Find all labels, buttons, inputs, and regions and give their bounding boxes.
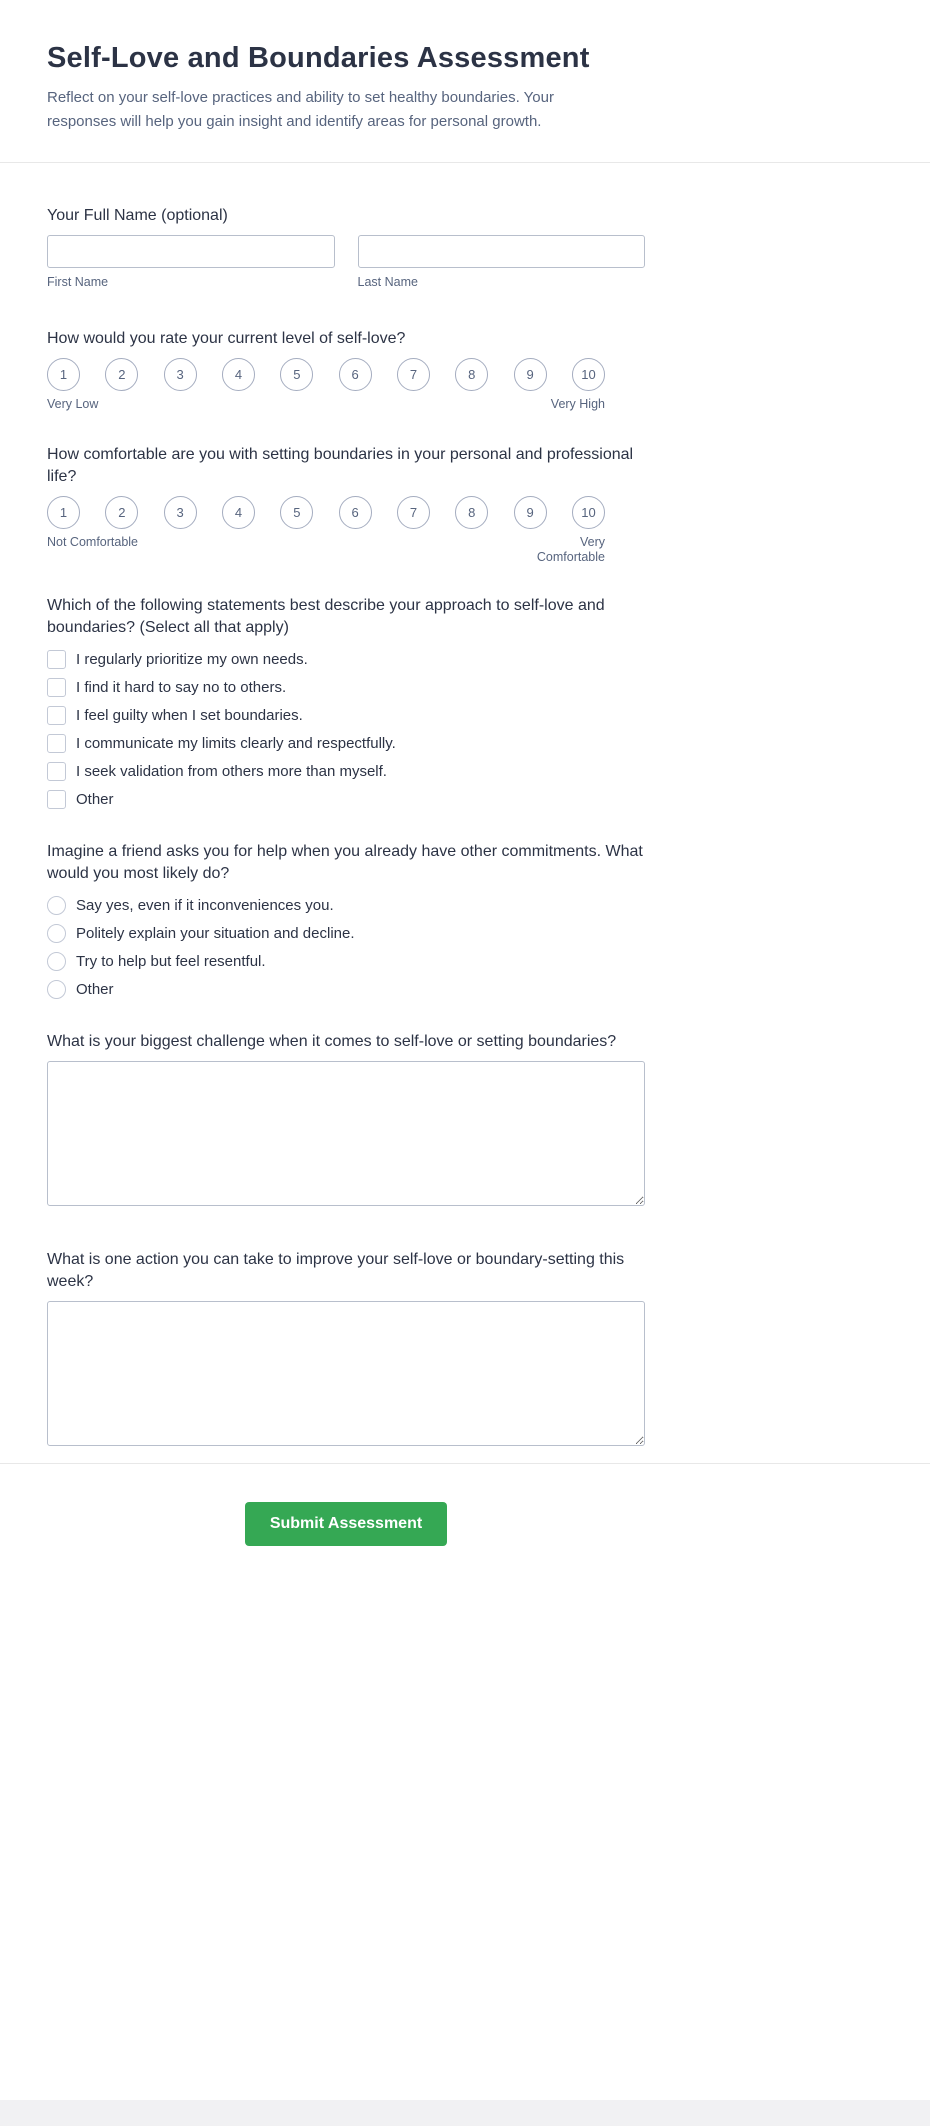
scale-sublabels (47, 535, 605, 565)
checkbox-option[interactable] (47, 673, 645, 701)
challenge-textarea[interactable] (47, 1061, 645, 1206)
scale-right-label: Very Comfortable (536, 535, 605, 564)
scale-sublabels (47, 397, 605, 412)
checkbox-label: I find it hard to say no to others. (76, 678, 287, 696)
first-name-sublabel: First Name (47, 275, 109, 289)
checkbox-label: I communicate my limits clearly and respectfully. (76, 734, 396, 752)
scale-option-2[interactable]: 2 (105, 496, 138, 529)
checkbox-input[interactable] (47, 734, 66, 753)
checkbox-option-other[interactable] (47, 785, 645, 813)
question-label: How comfortable are you with setting boundaries in your personal and professional life? (47, 446, 634, 485)
question-action (47, 1249, 645, 1451)
action-textarea[interactable] (47, 1301, 645, 1446)
radio-label: Try to help but feel resentful. (76, 952, 266, 970)
checkbox-label: I regularly prioritize my own needs. (76, 650, 308, 668)
checkbox-option[interactable] (47, 757, 645, 785)
scale-option-5[interactable]: 5 (280, 358, 313, 391)
scale-left-label: Very Low (47, 397, 99, 411)
page-description: Reflect on your self-love practices and ability to set healthy boundaries. Your responses will help you gain insight and identify areas for personal growth. (47, 89, 554, 130)
checkbox-input[interactable] (47, 762, 66, 781)
question-full-name (47, 205, 645, 290)
question-friend-scenario (47, 841, 645, 1003)
question-label: What is your biggest challenge when it comes to self-love or setting boundaries? (47, 1033, 617, 1050)
scale-option-3[interactable]: 3 (164, 358, 197, 391)
checkbox-label: I seek validation from others more than myself. (76, 762, 387, 780)
question-label: Which of the following statements best describe your approach to self-love and boundaries? (Select all that apply) (47, 597, 605, 636)
last-name-sublabel: Last Name (357, 275, 418, 289)
checkbox-label: I feel guilty when I set boundaries. (76, 706, 303, 724)
form-body (0, 163, 930, 1451)
scale-option-7[interactable]: 7 (397, 496, 430, 529)
scale-options (47, 358, 605, 391)
checkbox-option[interactable] (47, 645, 645, 673)
question-selflove-scale (47, 328, 645, 412)
scale-option-6[interactable]: 6 (339, 496, 372, 529)
question-label: Imagine a friend asks you for help when you already have other commitments. What would you most likely do? (47, 843, 643, 882)
page-title: Self-Love and Boundaries Assessment (47, 42, 590, 74)
form-content (47, 205, 645, 1451)
checkbox-input[interactable] (47, 790, 66, 809)
checkbox-input[interactable] (47, 678, 66, 697)
checkbox-input[interactable] (47, 650, 66, 669)
checkbox-option[interactable] (47, 701, 645, 729)
question-challenge (47, 1031, 645, 1211)
radio-label: Say yes, even if it inconveniences you. (76, 896, 334, 914)
form-header (0, 0, 930, 134)
scale-option-5[interactable]: 5 (280, 496, 313, 529)
scale-boundaries (47, 496, 605, 565)
last-name-field (358, 235, 646, 290)
radio-option[interactable] (47, 947, 645, 975)
scale-option-6[interactable]: 6 (339, 358, 372, 391)
scale-option-3[interactable]: 3 (164, 496, 197, 529)
scale-left-label: Not Comfortable (47, 535, 139, 549)
question-boundaries-scale (47, 444, 645, 565)
checkbox-option[interactable] (47, 729, 645, 757)
submit-button[interactable]: Submit Assessment (245, 1502, 447, 1546)
first-name-field (47, 235, 335, 290)
question-label: How would you rate your current level of self-love? (47, 330, 406, 347)
scale-option-10[interactable]: 10 (572, 496, 605, 529)
scale-option-4[interactable]: 4 (222, 496, 255, 529)
checkbox-input[interactable] (47, 706, 66, 725)
scale-option-4[interactable]: 4 (222, 358, 255, 391)
scale-options (47, 496, 605, 529)
radio-input[interactable] (47, 980, 66, 999)
question-label: What is one action you can take to improve your self-love or boundary-setting this week? (47, 1251, 625, 1290)
submit-area (47, 1464, 645, 1546)
scale-selflove (47, 358, 605, 412)
last-name-input[interactable] (358, 235, 646, 268)
scale-option-9[interactable]: 9 (514, 358, 547, 391)
question-statements (47, 595, 645, 813)
first-name-input[interactable] (47, 235, 335, 268)
scale-right-label: Very High (550, 397, 605, 411)
scale-option-1[interactable]: 1 (47, 358, 80, 391)
scale-option-2[interactable]: 2 (105, 358, 138, 391)
name-row (47, 235, 645, 290)
scale-option-8[interactable]: 8 (455, 358, 488, 391)
radio-label: Politely explain your situation and decline. (76, 924, 355, 942)
radio-option-other[interactable] (47, 975, 645, 1003)
radio-label: Other (76, 980, 114, 998)
scale-option-9[interactable]: 9 (514, 496, 547, 529)
checkbox-label: Other (76, 790, 114, 808)
scale-option-10[interactable]: 10 (572, 358, 605, 391)
checkbox-list (47, 645, 645, 813)
scale-option-7[interactable]: 7 (397, 358, 430, 391)
radio-input[interactable] (47, 924, 66, 943)
scale-option-1[interactable]: 1 (47, 496, 80, 529)
question-label: Your Full Name (optional) (47, 207, 228, 224)
radio-input[interactable] (47, 952, 66, 971)
scale-option-8[interactable]: 8 (455, 496, 488, 529)
radio-option[interactable] (47, 891, 645, 919)
radio-input[interactable] (47, 896, 66, 915)
radio-list (47, 891, 645, 1003)
radio-option[interactable] (47, 919, 645, 947)
